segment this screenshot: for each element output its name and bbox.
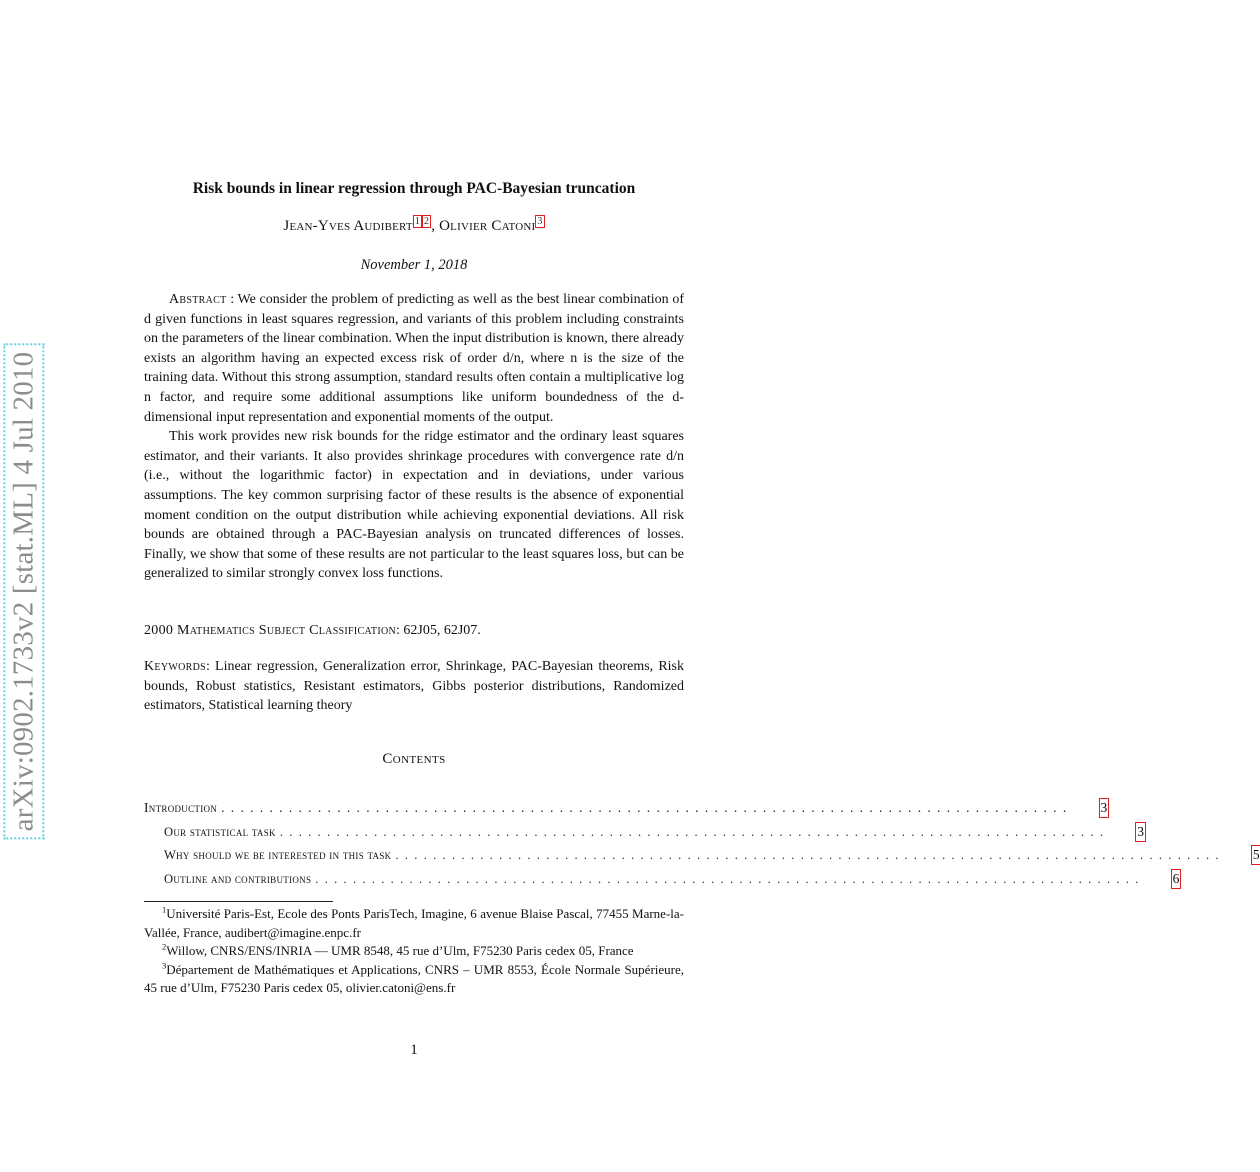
abstract-paragraph-1 [144, 290, 684, 427]
toc-entry-introduction[interactable] [144, 800, 1108, 824]
keywords-label: Keywords [144, 659, 206, 674]
contents-heading: Contents [382, 751, 446, 767]
toc-label[interactable]: Introduction [144, 800, 218, 815]
toc-entry-statistical-task[interactable] [144, 823, 1144, 848]
toc-entry-outline[interactable] [144, 870, 1180, 895]
footnote-text: Université Paris-Est, Ecole des Ponts ParisTech, Imagine, 6 avenue Blaise Pascal, 77455 Marne-la-Vallée, France, audibert@imagine.enpc.fr [144, 906, 684, 940]
page-number: 1 [410, 1042, 418, 1058]
author-line [0, 218, 828, 235]
abstract-label: Abstract [169, 292, 227, 307]
footnote-mark: 3 [162, 960, 167, 971]
toc-page-link[interactable]: 5 [1252, 847, 1260, 862]
toc-page-link[interactable]: 6 [1172, 870, 1180, 886]
arxiv-id-text[interactable]: arXiv:0902.1733v2 [stat.ML] 4 Jul 2010 [8, 347, 41, 835]
msc-classification [144, 623, 684, 639]
footnote-ref-2[interactable]: 2 [424, 216, 430, 227]
paper-date: November 1, 2018 [360, 257, 468, 273]
toc-page-link[interactable]: 3 [1100, 800, 1108, 815]
footnotes [144, 905, 684, 998]
abstract-text-1: We consider the problem of predicting as well as the best linear combination of d given functions in least squares regression, and variants of this problem including constraints on the parameters of the linear combination. When the input distribution is known, there already exists an algorithm having an expected excess risk of order d/n, where n is the size of the training data. Without this strong assumption, standard results often contain a multiplicative log n factor, and require some additional assumptions like uniform boundedness of the d-dimensional input representation and exponential moments of the output. [144, 292, 684, 425]
keywords-value: : Linear regression, Generalization error, Shrinkage, PAC-Bayesian theorems, Risk bounds, Robust statistics, Resistant estimators, Gibbs posterior distributions, Randomized estimators, Statistical learning theory [144, 659, 684, 714]
footnote-1 [144, 905, 684, 942]
footnote-text: Département de Mathématiques et Applications, CNRS – UMR 8553, École Normale Supérieure, 45 rue d’Ulm, F75230 Paris cedex 05, olivier.catoni@ens.fr [144, 961, 684, 995]
toc-label[interactable]: Why should we be interested in this task [164, 848, 392, 862]
author-2-name: Olivier Catoni [439, 218, 536, 234]
keywords [144, 657, 684, 716]
toc-label[interactable]: Outline and contributions [164, 871, 312, 886]
paper-title: Risk bounds in linear regression through PAC-Bayesian truncation [192, 180, 636, 197]
footnote-3 [144, 961, 684, 998]
author-separator: , [431, 218, 440, 234]
msc-label: 2000 Mathematics Subject Classification [144, 623, 397, 638]
abstract-paragraph-2: This work provides new risk bounds for the ridge estimator and the ordinary least squares estimator, and their variants. It also provides shrinkage procedures with convergence rate d/n (i.e., without the logarithmic factor) in expectation and in deviations, under various assumptions. The key common surprising factor of these results is the absence of exponential moment condition on the output distribution while achieving exponential deviations. All risk bounds are obtained through a PAC-Bayesian analysis on truncated differences of losses. Finally, we show that some of these results are not particular to the least squares loss, but can be generalized to similar strongly convex loss functions. [144, 429, 684, 582]
footnote-ref-1[interactable]: 1 [414, 216, 421, 227]
abstract-colon: : [226, 292, 238, 307]
footnote-text: Willow, CNRS/ENS/INRIA — UMR 8548, 45 rue d’Ulm, F75230 Paris cedex 05, France [166, 943, 634, 958]
toc-leader-dots: ........................................................................................ [395, 848, 1225, 862]
footnote-ref-3[interactable]: 3 [537, 216, 543, 227]
toc-leader-dots: ........................................................................................ [315, 871, 1145, 886]
footnote-mark: 2 [162, 941, 167, 952]
footnote-2 [144, 942, 684, 961]
footnote-rule [144, 901, 333, 902]
toc-page-link[interactable]: 3 [1137, 823, 1144, 839]
footnote-mark: 1 [162, 904, 167, 915]
abstract [144, 290, 684, 584]
author-1-name: Jean-Yves Audibert [283, 218, 413, 234]
table-of-contents [144, 800, 1260, 894]
toc-leader-dots: ........................................................................................ [221, 800, 1073, 815]
msc-value: : 62J05, 62J07. [396, 623, 481, 638]
toc-leader-dots: ........................................................................................ [279, 824, 1110, 839]
toc-label[interactable]: Our statistical task [164, 824, 276, 839]
toc-entry-why-interested[interactable] [144, 847, 1260, 871]
